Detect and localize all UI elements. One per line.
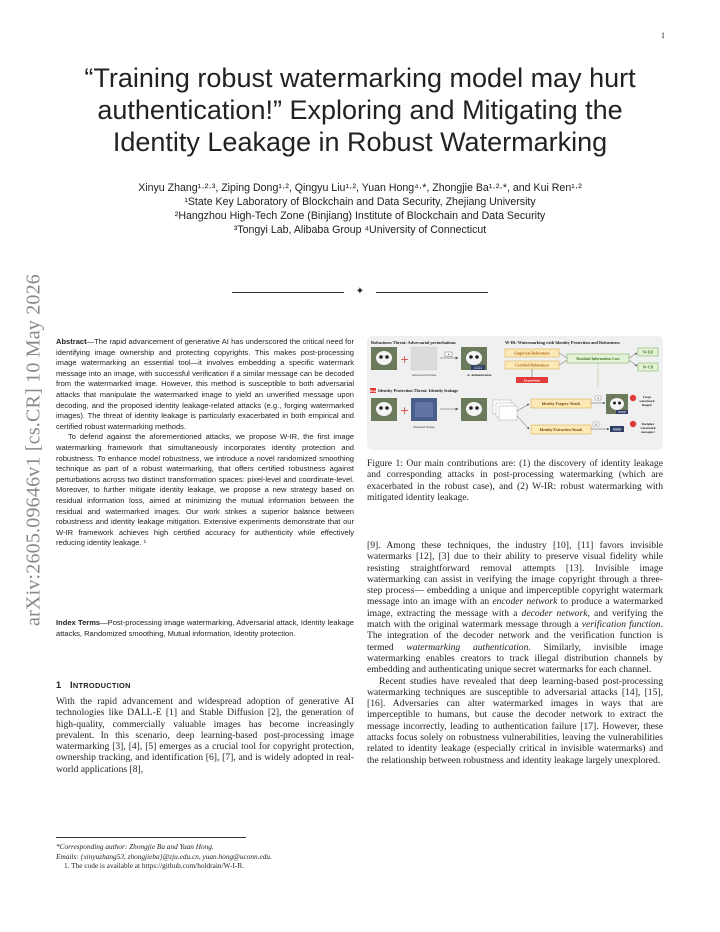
right-p1-part-c: , and verifying the match with the original watermark message through a xyxy=(367,607,663,631)
footnote-emails: Emails: {xinyuzhang53, zhongjieba}@zju.edu.cn, yuan.hong@uconn.edu. xyxy=(56,851,272,861)
divider-diamond-icon: ✦ xyxy=(355,286,365,297)
panda-eye-right-bottom xyxy=(385,406,389,410)
right-p1-part-e: . Similarly, invisible image watermarking enables creators to track illegal distribution channels by embedding and authenticating unique secret watermarks for each channel. xyxy=(367,641,663,676)
arrow-to-extraction xyxy=(517,416,529,429)
plus-icon-bottom: + xyxy=(400,404,410,417)
arxiv-stamp xyxy=(22,250,46,650)
abstract-paragraph-1: —The rapid advancement of generative AI has underscored the critical need for identifying image ownership and protecting copyrights. This makes post-processing image watermarking an essential tool—it involves embedding a specific watermark message into an image, with successful verification if a similar message can be decoded from the watermarked image. However, this method is susceptible to both adversarial attacks that manipulate the watermarked image to yield an unverified message upon decoding, and the proposed identity leakage-related attacks (e.g., forging watermarked images). The threat of identity leakage is particularly exacerbated in both empirical and certified robust watermarking methods. xyxy=(56,337,354,431)
index-terms-label: Index Terms xyxy=(56,618,101,627)
abstract-label: Abstract xyxy=(56,337,87,346)
devil-icon-forge xyxy=(630,395,636,401)
devil-icon-decipher xyxy=(630,421,636,427)
section-title-rest: NTRODUCTION xyxy=(72,681,131,690)
decipher-text: Decipher watermark messages! xyxy=(640,422,656,434)
right-p1-part-a: [9]. Among these techniques, the industry [10], [11] favors invisible watermarks [12], [3] due to their ability to preserve visual fidelity while resisting straightforward removal attempts [13]. Invisible image watermarking can assist in verifying the image copyright through a three-step process— embedding a unique and imperceptible copyright watermark message into an image with an xyxy=(367,540,663,608)
term-watermarking-authentication: watermarking authentication xyxy=(406,641,529,653)
page-number: 1 xyxy=(661,31,665,40)
intro-paragraph-1: With the rapid advancement and widespread adoption of generative AI technologies like DALL-E [1] and Stable Diffusion [2], the generation of high-quality, commercially valuable images has become increasingly prevalent. In this scenario, deep learning-based post-processing image watermarking [3], [4], [5] emerges as a crucial tool for copyright protection, ownership tracking, and identification [6], [7], and is widely adopted in real-world applications [8], xyxy=(56,696,354,775)
panda-eye-right xyxy=(385,355,389,359)
footnote-corresponding: *Corresponding author: Zhongjie Ba and Yuan Hong. xyxy=(56,842,214,851)
panda-eye-left-bottom xyxy=(379,406,383,410)
figure-1-caption-text: Figure 1: Our main contributions are: (1) the discovery of identity leakage and corresponding attacks in post-processing watermarking (which are exacerbated in the robust case), and (2) W-IR: robust watermarking with mitigated identity leakage. xyxy=(367,458,663,503)
section-number: 1 xyxy=(56,680,62,690)
residual-image-pattern xyxy=(415,402,433,417)
term-decoder-network: decoder network xyxy=(521,607,588,619)
plus-icon: + xyxy=(400,353,410,366)
arxiv-stamp-text: arXiv:2605.09646v1 [cs.CR] 10 May 2026 xyxy=(22,273,45,627)
affiliation-1: ¹State Key Laboratory of Blockchain and Data Security, Zhejiang University xyxy=(184,196,536,208)
new-badge-label: New xyxy=(369,388,377,393)
residual-information-loss-label: Residual Information Loss xyxy=(576,357,620,361)
authentication-box-decipher-label: A xyxy=(594,423,598,427)
paper-title: “Training robust watermarking model may hurt authentication!” Exploring and Mitigating the Identity Leakage in Robust Watermarking xyxy=(84,63,636,157)
panda-face-leaked xyxy=(466,402,482,416)
divider-line-right xyxy=(376,292,488,293)
panda-face-bottom xyxy=(376,402,392,416)
affiliation-3: ³Tongyi Lab, Alibaba Group ⁴University of Connecticut xyxy=(233,224,487,236)
title-divider xyxy=(232,287,488,297)
w-cr-label: W-CR xyxy=(642,365,654,370)
figure-1-diagram xyxy=(367,336,663,450)
right-column-text xyxy=(367,540,663,766)
arrow-to-wcr xyxy=(629,360,637,366)
bits-forged-label: 0000 xyxy=(618,410,626,415)
author-names: Xinyu Zhang¹·²·³, Ziping Dong¹·², Qingyu Liu¹·², Yuan Hong⁴·*, Zhongjie Ba¹·²·*, and Kui Ren¹·² xyxy=(138,182,582,194)
bits-1111-label: 1111 xyxy=(473,366,483,370)
term-verification-function: verification function xyxy=(581,619,661,631)
footnotes xyxy=(56,842,354,871)
connector-cr xyxy=(559,360,567,365)
panel-right-title: W-IR: Watermarking with Identity Protection and Robustness xyxy=(505,340,620,345)
residual-image-label: Residual Image xyxy=(413,425,435,429)
abstract-paragraph-2: To defend against the aforementioned attacks, we propose W-IR, the first image watermarking framework that simultaneously incorporates identity protection and robustness. To enhance model robustness, we introduce a novel randomized smoothing technique as part of a robust watermarking, that offers certified robustness against perturbations across two distinct transformation spaces: pixel-level and coordinate-level. Moreover, to further mitigate identity leakage, we propose a new strategy based on residual information loss, aimed at minimizing the mutual information between the residual and watermarked images. Our work strikes a superior balance between robustness and identity leakage mitigation. Extensive experiments demonstrate that our W-IR framework achieves high certified accuracy for authenticity while effectively reducing identity leakage. ¹ xyxy=(56,432,354,548)
index-terms xyxy=(56,618,354,639)
right-p1-part-b: to produce a watermarked image, extracting the message with a xyxy=(367,596,663,619)
panda-face-forged xyxy=(610,398,624,410)
authentication-box-forge-label: A xyxy=(596,397,600,401)
right-p1-part-d: . The integration of the decoder network and the verification function is termed xyxy=(367,619,663,653)
figure-1-caption xyxy=(367,458,663,503)
arrow-to-wer xyxy=(629,353,637,358)
authentication-box-label: A xyxy=(447,352,450,357)
identity-forgery-attack-label: Identity Forgery Attack xyxy=(541,402,581,406)
identity-threat-title: Identity Protection Threat: Identity leakage xyxy=(378,388,459,393)
section-title-initial: I xyxy=(69,680,73,690)
panda-eye-left xyxy=(379,355,383,359)
footnote-rule xyxy=(56,837,246,838)
panda-face xyxy=(376,351,392,365)
stacked-image-3 xyxy=(499,406,517,420)
section-heading-introduction xyxy=(56,680,131,690)
panda-eye-right-leaked xyxy=(475,406,479,410)
intro-paragraph xyxy=(56,696,354,775)
panda-eye-right-attacked xyxy=(475,355,479,359)
right-paragraph-2: Recent studies have revealed that deep learning-based post-processing watermarking techniques are susceptible to adversarial attacks [14], [15], [16]. Adversaries can alter watermarked images in ways that are imperceptible to humans, but cause the decoder network to extract the message incorrectly, leading to authentication failure [17]. However, these attacks focus solely on robustness vulnerabilities, leaving the vulnerabilities related to identity leakage (especially critical in invisible watermarks) and the relationship between robustness and identity leakage largely unexplored. xyxy=(367,675,663,766)
empirical-robustness-label: Empirical Robustness xyxy=(514,351,550,356)
panel-left-title: Robustness Threat: Adversarial perturbations xyxy=(371,340,456,345)
forge-text: Forge watermark images! xyxy=(639,395,655,407)
abstract xyxy=(56,337,354,549)
panda-face-attacked xyxy=(466,351,482,365)
adversarial-noise-label: Adversarial Noise xyxy=(411,373,437,377)
panda-eye-left-attacked xyxy=(469,355,473,359)
authentication-label: A: Authentication xyxy=(467,373,492,377)
exacerbate-label: Exacerbate xyxy=(523,378,541,383)
footnote-code: 1. The code is available at https://github.com/holdrain/W-I-R. xyxy=(64,861,245,871)
term-encoder-network: encoder network xyxy=(492,596,558,608)
arrow-to-forgery xyxy=(517,404,529,411)
certified-robustness-label: Certified Robustness xyxy=(515,363,549,368)
panda-eye-right-forged xyxy=(618,402,621,405)
affiliation-2: ²Hangzhou High-Tech Zone (Binjiang) Institute of Blockchain and Data Security xyxy=(174,210,546,222)
identity-extraction-attack-label: Identity Extraction Attack xyxy=(539,428,583,432)
connector-er xyxy=(559,353,567,358)
divider-line-left xyxy=(232,292,344,293)
right-paragraph-1 xyxy=(367,540,663,676)
figure-1 xyxy=(367,336,663,450)
w-er-label: W-ER xyxy=(642,350,654,355)
index-terms-text: —Post-processing image watermarking, Adversarial attack, Identity leakage attacks, Randomized smoothing, Mutual information, Identity protection. xyxy=(56,618,354,638)
bits-0000-label: 0000 xyxy=(612,427,622,432)
panda-eye-left-leaked xyxy=(469,406,473,410)
adversarial-noise-image xyxy=(411,347,437,370)
author-block xyxy=(58,181,662,237)
panda-eye-left-forged xyxy=(613,402,616,405)
